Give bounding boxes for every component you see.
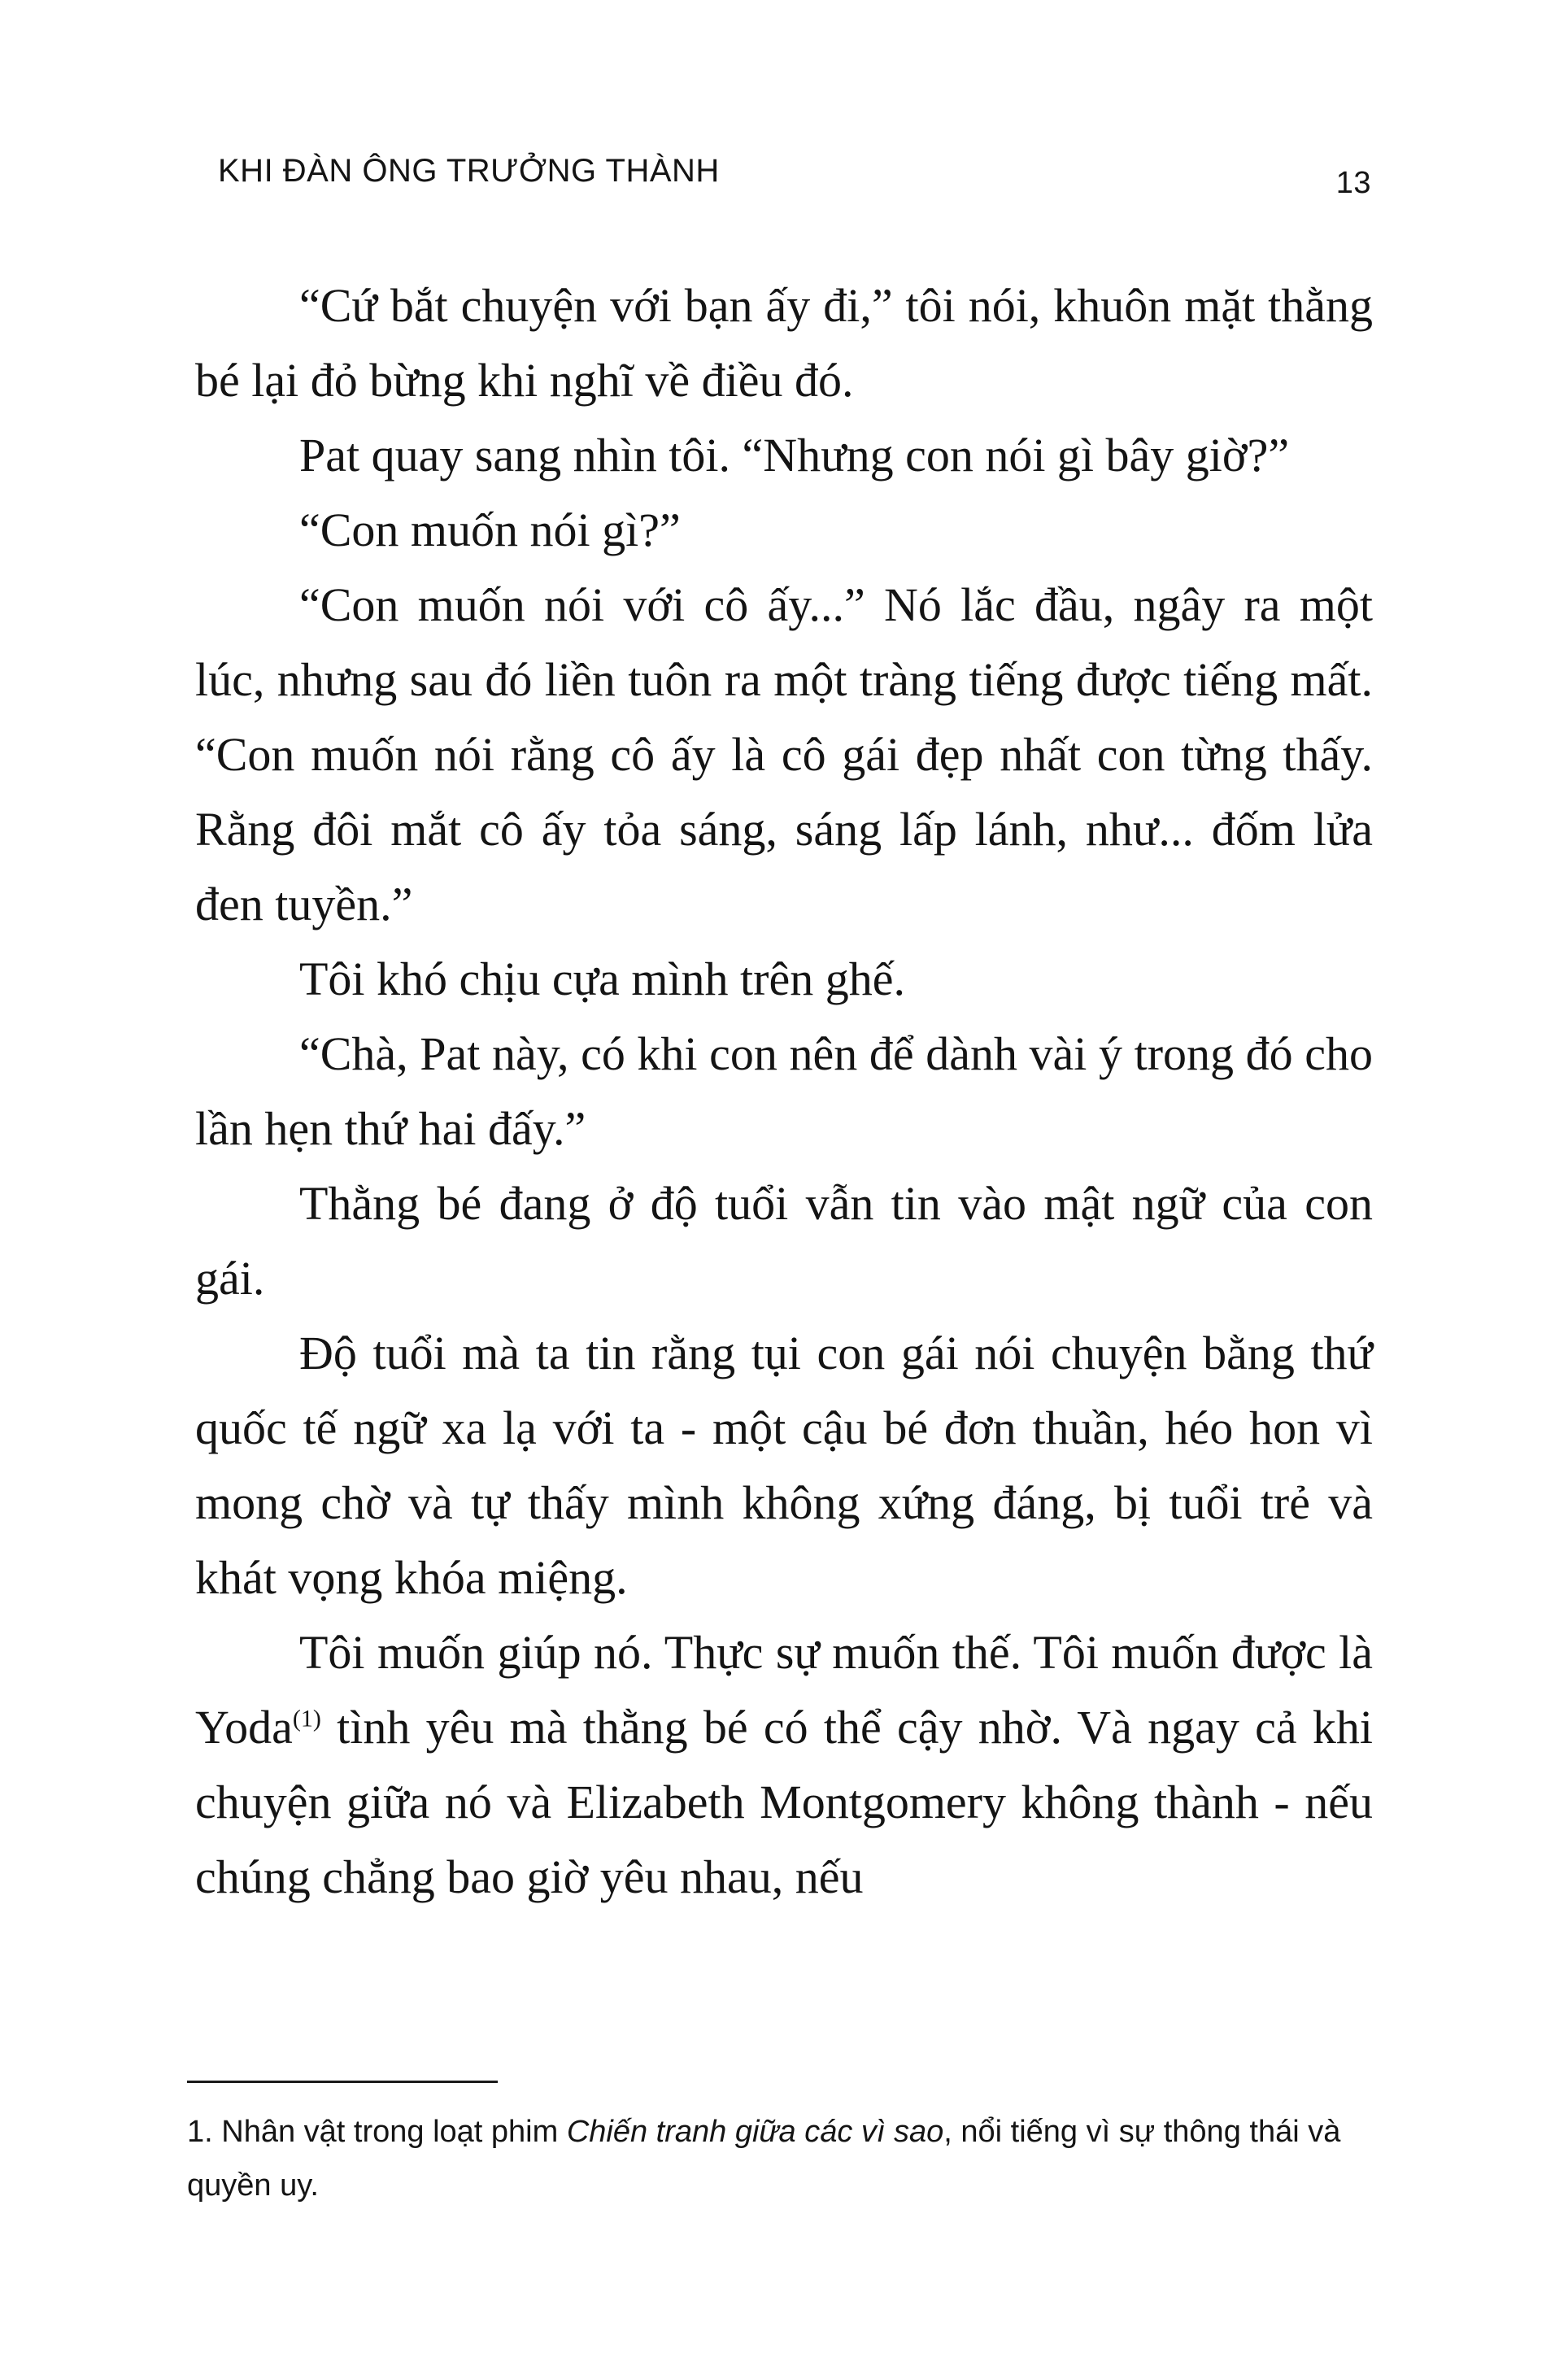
body-text <box>195 268 1373 1915</box>
paragraph-text: tình yêu mà thằng bé có thể cậy nhờ. Và ngay cả khi chuyện giữa nó và Elizabeth Montgomery không thành - nếu chúng chẳng bao giờ yêu nhau, nếu <box>195 1701 1373 1903</box>
paragraph <box>195 1615 1373 1915</box>
footnote-text: , nổi tiếng vì sự thông thái và quyền uy. <box>187 2115 1341 2203</box>
paragraph: “Cứ bắt chuyện với bạn ấy đi,” tôi nói, khuôn mặt thằng bé lại đỏ bừng khi nghĩ về điều đó. <box>195 279 1373 407</box>
paragraph: Pat quay sang nhìn tôi. “Nhưng con nói gì bây giờ?” <box>299 429 1290 482</box>
paragraph: Độ tuổi mà ta tin rằng tụi con gái nói chuyện bằng thứ quốc tế ngữ xa lạ với ta - một cậu bé đơn thuần, héo hon vì mong chờ và tự thấy mình không xứng đáng, bị tuổi trẻ và khát vọng khóa miệng. <box>195 1327 1373 1604</box>
paragraph: Thằng bé đang ở độ tuổi vẫn tin vào mật ngữ của con gái. <box>195 1177 1373 1305</box>
chapter-title: KHI ĐÀN ÔNG TRƯỞNG THÀNH <box>218 153 720 189</box>
running-header <box>218 153 1371 200</box>
footnote-divider <box>187 2081 498 2083</box>
footnote-text: 1. Nhân vật trong loạt phim <box>187 2115 567 2149</box>
paragraph: Tôi khó chịu cựa mình trên ghế. <box>299 952 905 1005</box>
paragraph: “Con muốn nói gì?” <box>299 503 681 556</box>
footnote-reference[interactable]: (1) <box>292 1705 321 1732</box>
footnote <box>187 2105 1373 2212</box>
footnote-film-title: Chiến tranh giữa các vì sao <box>566 2115 944 2149</box>
paragraph: “Chà, Pat này, có khi con nên để dành vài ý trong đó cho lần hẹn thứ hai đấy.” <box>195 1027 1373 1155</box>
paragraph: “Con muốn nói với cô ấy...” Nó lắc đầu, ngây ra một lúc, nhưng sau đó liền tuôn ra một tràng tiếng được tiếng mất. “Con muốn nói rằng cô ấy là cô gái đẹp nhất con từng thấy. Rằng đôi mắt cô ấy tỏa sáng, sáng lấp lánh, như... đốm lửa đen tuyền.” <box>195 578 1373 930</box>
paragraph-text: Tôi muốn giúp nó. Thực sự muốn thế. Tôi muốn được là Yoda <box>195 1626 1373 1754</box>
page-number: 13 <box>1335 166 1371 200</box>
